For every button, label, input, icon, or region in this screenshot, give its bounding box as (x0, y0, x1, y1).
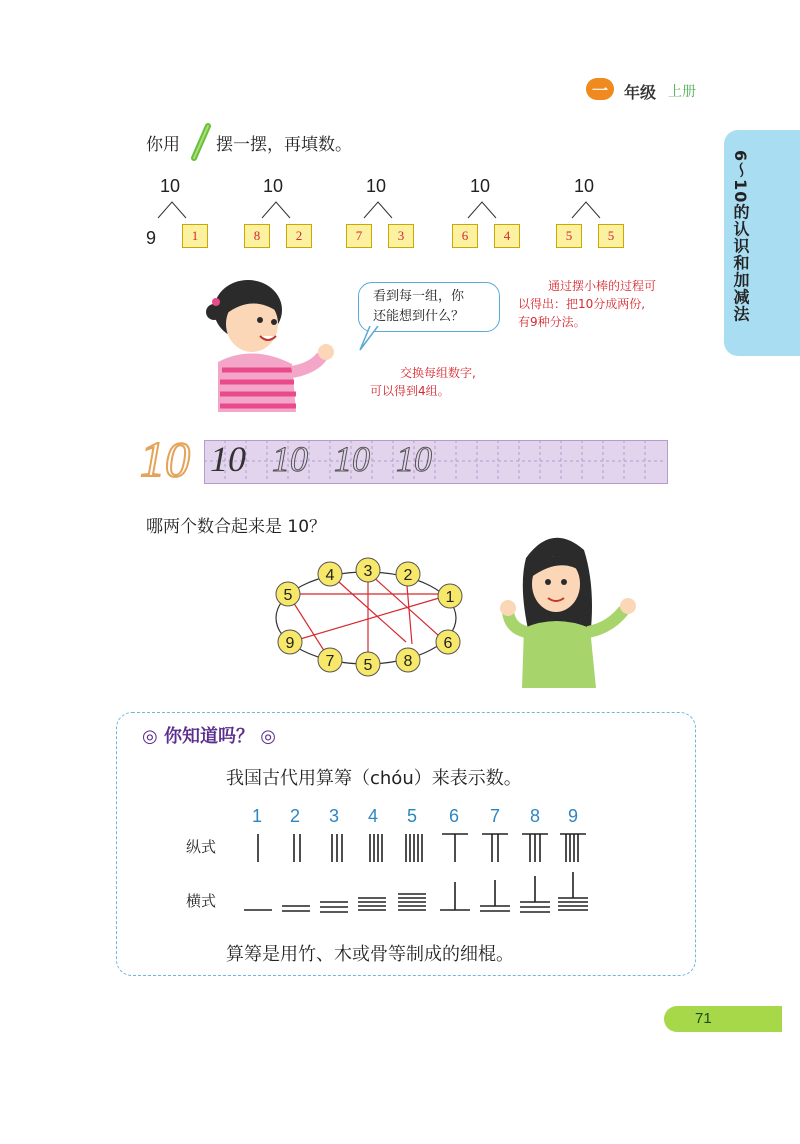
answer-box[interactable]: 2 (286, 224, 312, 248)
branch-lines (140, 198, 640, 220)
page-number-badge (664, 1006, 782, 1032)
note1-line-1: 通过摆小棒的过程可 (548, 279, 657, 293)
bubble-tail (358, 326, 380, 352)
answer-box[interactable]: 8 (244, 224, 270, 248)
ring-numbers (270, 556, 470, 686)
volume-label: 上册 (668, 84, 696, 100)
top-number-3: 10 (366, 176, 387, 196)
ring-number: 3 (363, 563, 373, 580)
chapter-title: 6～10的认识和加减法 (731, 150, 750, 323)
top-number-1: 10 (160, 176, 181, 196)
ring-number: 1 (445, 589, 455, 606)
girl-illustration-2 (500, 528, 644, 688)
page-number: 71 (695, 1010, 712, 1027)
ring-number: 6 (443, 635, 453, 652)
traced-digit-3: 10 (334, 439, 370, 479)
grade-label: 年级 (624, 83, 657, 102)
question-text: 哪两个数合起来是 10？ (146, 517, 327, 537)
teacher-note-2 (370, 364, 476, 400)
answer-box[interactable]: 3 (388, 224, 414, 248)
answer-box[interactable]: 5 (598, 224, 624, 248)
rod-number: 5 (407, 806, 418, 826)
answer-box[interactable]: 1 (182, 224, 208, 248)
girl-illustration-1 (196, 272, 346, 412)
answer-box[interactable]: 5 (556, 224, 582, 248)
rod-number: 2 (290, 806, 301, 826)
rod-number: 8 (530, 806, 541, 826)
instruction-before: 你用 (146, 135, 180, 155)
speech-line-1: 看到每一组，你 (373, 289, 465, 304)
teacher-note-1 (518, 277, 656, 331)
traced-digit-1: 10 (210, 439, 246, 479)
rod-number: 3 (329, 806, 340, 826)
speech-line-2: 还能想到什么？ (373, 309, 465, 324)
answer-box[interactable]: 6 (452, 224, 478, 248)
ring-number: 7 (325, 653, 335, 670)
ring-number: 8 (403, 653, 413, 670)
top-number-2: 10 (263, 176, 284, 196)
ring-number: 4 (325, 567, 335, 584)
ring-number: 5 (363, 657, 373, 674)
ring-number: 2 (403, 567, 413, 584)
speech-bubble (358, 282, 500, 332)
note2-line-1: 交换每组数字, (400, 366, 476, 380)
traced-digit-4: 10 (396, 439, 432, 479)
tip-title-text: 你知道吗？ (163, 726, 254, 747)
horizontal-rods (240, 872, 600, 916)
rod-number: 9 (568, 806, 579, 826)
note1-line-2: 以得出：把10分成两份, (518, 297, 646, 311)
vertical-rods (240, 830, 600, 866)
grade-badge: 一 (586, 78, 614, 100)
rod-number: 6 (449, 806, 460, 826)
answer-box[interactable]: 4 (494, 224, 520, 248)
stick-icon (188, 122, 214, 162)
note2-line-2: 可以得到4组。 (370, 384, 450, 398)
rod-number: 1 (252, 806, 263, 826)
rod-number: 7 (490, 806, 501, 826)
top-number-4: 10 (470, 176, 491, 196)
traced-digit-2: 10 (272, 439, 308, 479)
model-digit: 10 (140, 431, 190, 487)
ring-number: 5 (283, 587, 293, 604)
left-given-number: 9 (146, 228, 157, 248)
ring-number: 9 (285, 635, 295, 652)
rod-number: 4 (368, 806, 379, 826)
instruction-after: 摆一摆，再填数。 (216, 135, 352, 155)
note1-line-3: 有9种分法。 (518, 315, 586, 329)
answer-box[interactable]: 7 (346, 224, 372, 248)
tip-line-2: 算筹是用竹、木或骨等制成的细棍。 (226, 944, 514, 965)
top-number-5: 10 (574, 176, 595, 196)
tip-title: ◎ 你知道吗？ ◎ (142, 726, 276, 747)
vertical-label: 纵式 (186, 838, 217, 856)
horizontal-label: 横式 (186, 892, 217, 910)
tip-line-1: 我国古代用算筹（chóu）来表示数。 (226, 768, 522, 789)
